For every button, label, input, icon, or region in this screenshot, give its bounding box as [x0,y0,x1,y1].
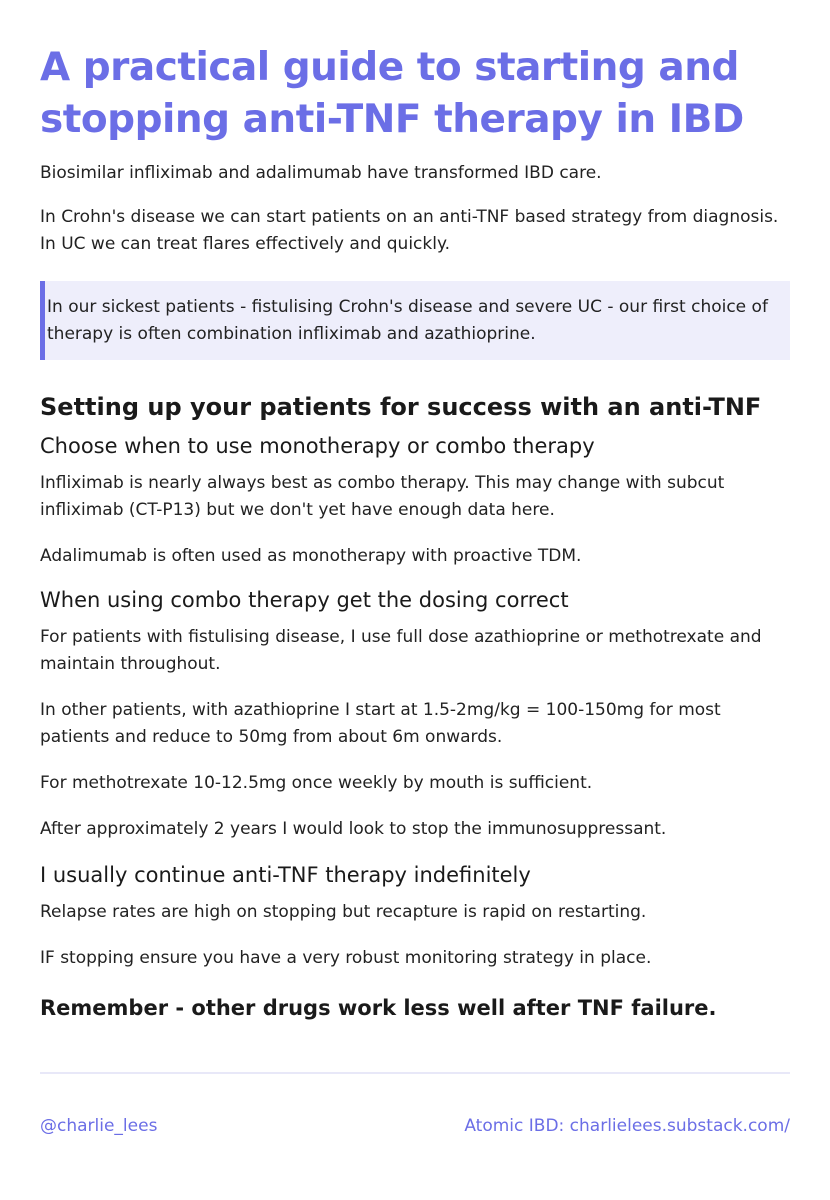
section-heading: Setting up your patients for success with an anti-TNF [40,393,762,421]
paragraph: Infliximab is nearly always best as combo therapy. This may change with subcut infliximab (CT-P13) but we don't yet have enough data here. [40,473,725,520]
subheading-monotherapy: Choose when to use monotherapy or combo therapy [40,434,595,458]
paragraph: After approximately 2 years I would look to stop the immunosuppressant. [40,819,667,839]
title-line-2: stopping anti-TNF therapy in IBD [40,97,744,142]
author-handle[interactable]: @charlie_lees [40,1116,158,1136]
callout-text: In our sickest patients - fistulising Crohn's disease and severe UC - our first choice of therapy is often combination infliximab and azathioprine. [47,297,768,344]
subheading-dosing: When using combo therapy get the dosing correct [40,588,569,612]
footer-divider [40,1072,790,1074]
intro-paragraph-1: Biosimilar infliximab and adalimumab have transformed IBD care. [40,163,602,183]
paragraph: IF stopping ensure you have a very robust monitoring strategy in place. [40,948,652,968]
paragraph: Relapse rates are high on stopping but recapture is rapid on restarting. [40,902,647,922]
paragraph: In other patients, with azathioprine I start at 1.5-2mg/kg = 100-150mg for most patients and reduce to 50mg from about 6m onwards. [40,700,721,747]
intro-paragraph-2: In Crohn's disease we can start patients on an anti-TNF based strategy from diagnosis. In UC we can treat flares effectively and quickly. [40,207,779,254]
substack-link[interactable]: Atomic IBD: charlielees.substack.com/ [464,1116,790,1136]
remember-note: Remember - other drugs work less well after TNF failure. [40,996,717,1020]
subheading-continue: I usually continue anti-TNF therapy indefinitely [40,863,531,887]
paragraph: For patients with fistulising disease, I use full dose azathioprine or methotrexate and maintain throughout. [40,627,762,674]
paragraph: Adalimumab is often used as monotherapy with proactive TDM. [40,546,582,566]
paragraph: For methotrexate 10-12.5mg once weekly by mouth is sufficient. [40,773,593,793]
callout-box [40,281,790,360]
title-line-1: A practical guide to starting and [40,45,739,90]
page-title [40,0,790,146]
